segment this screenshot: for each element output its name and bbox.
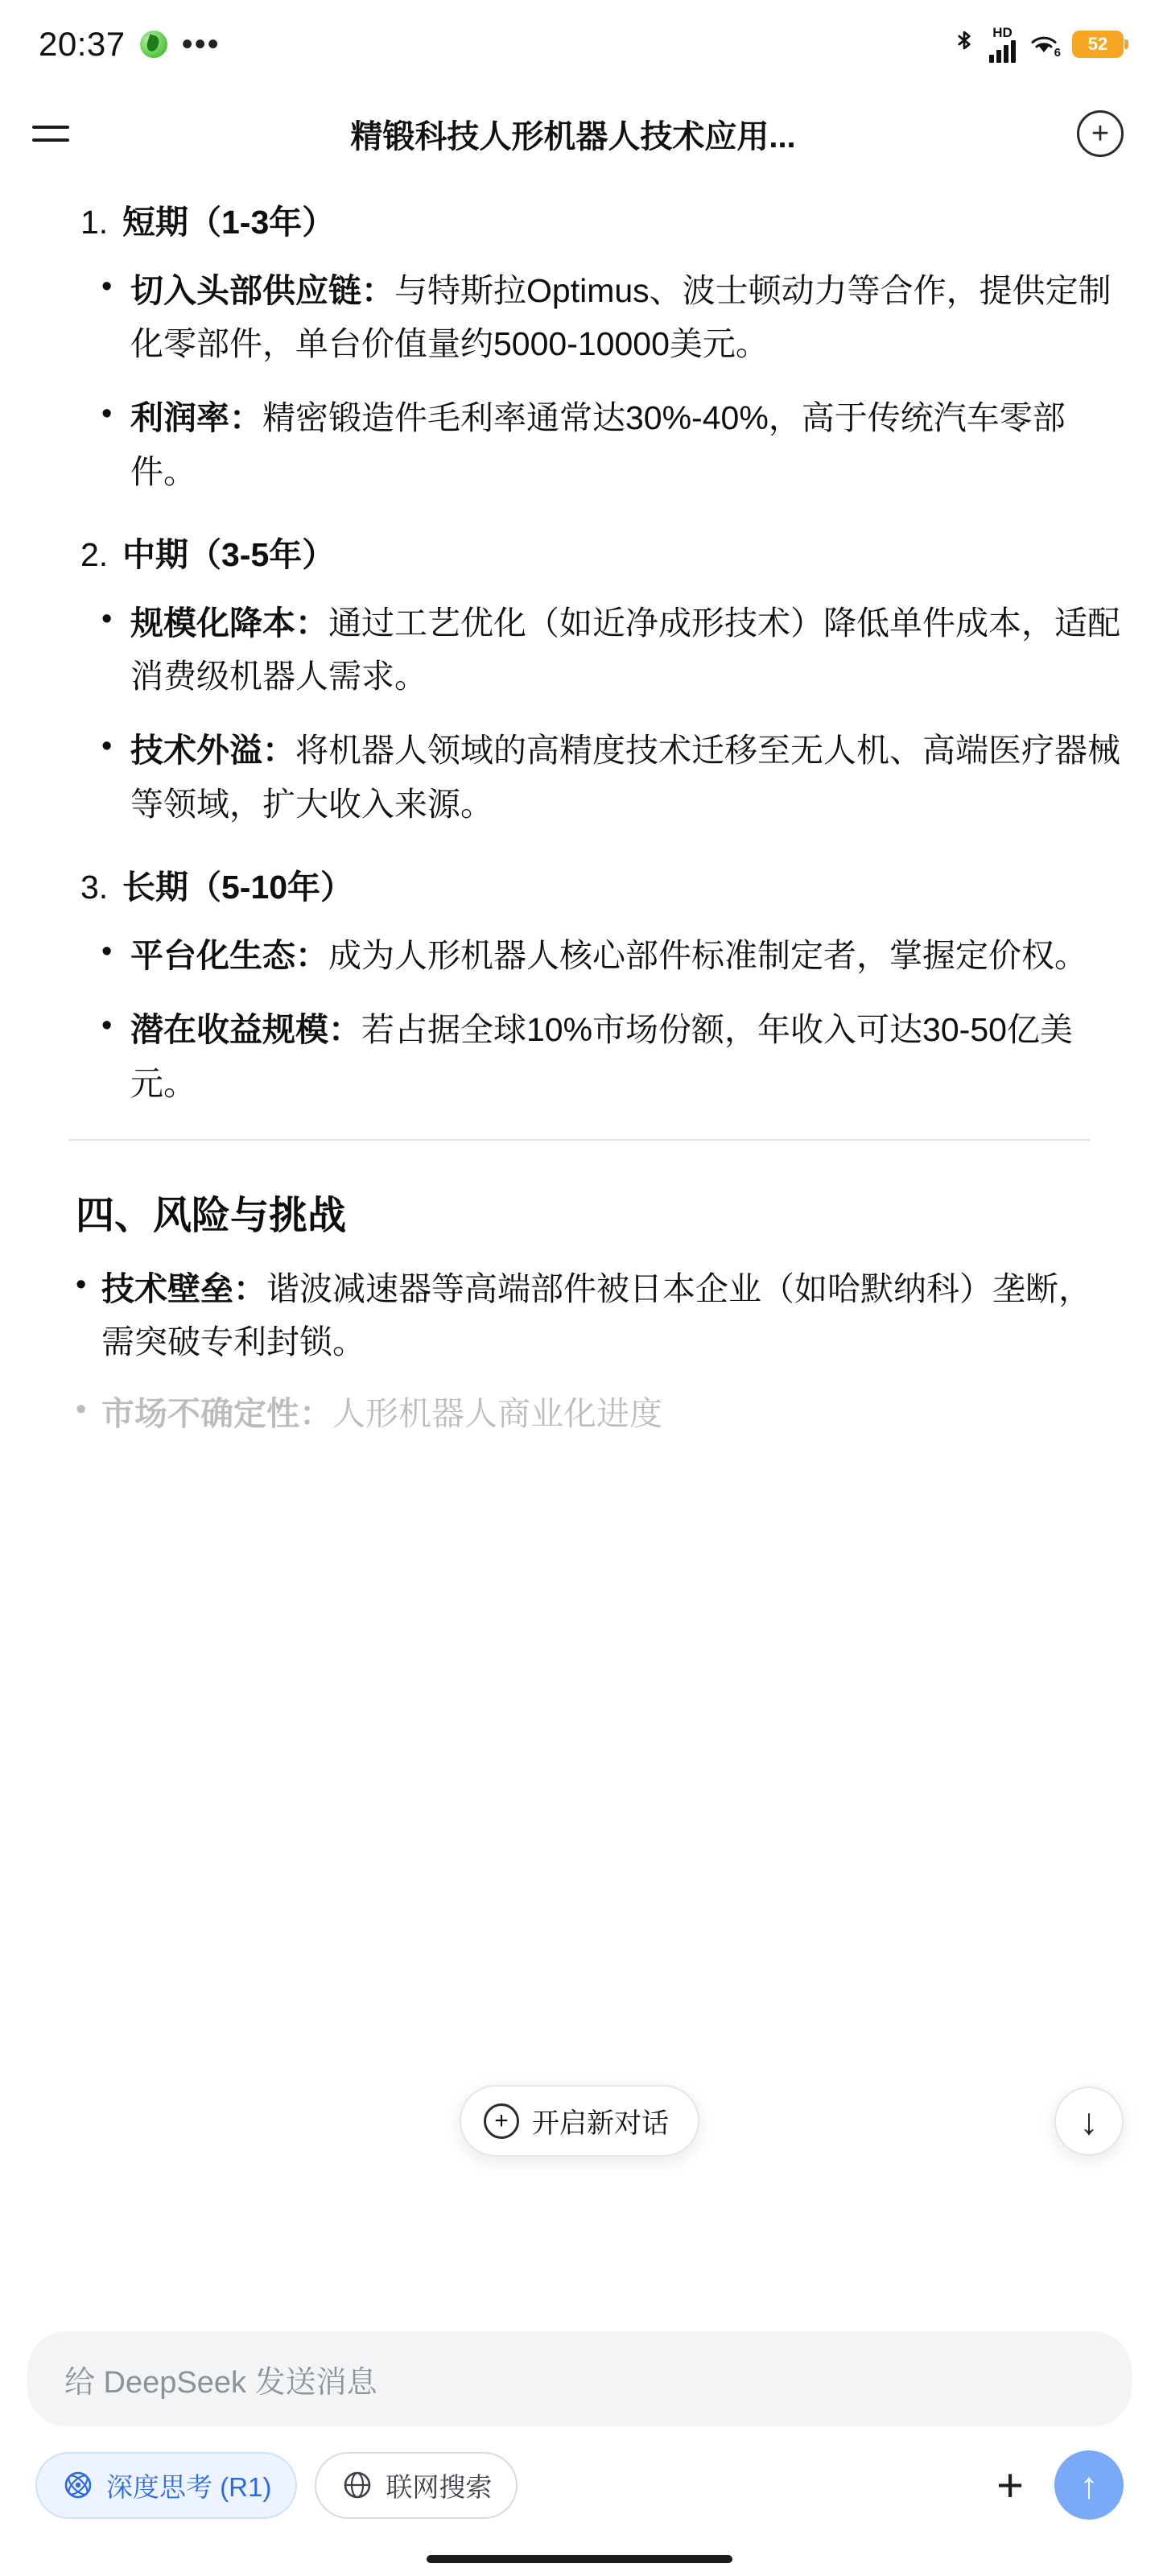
status-bar-left xyxy=(39,25,221,64)
leaf-app-icon xyxy=(140,31,167,58)
deep-think-label: 深度思考 (R1) xyxy=(106,2471,272,2502)
bullet-label: 技术壁垒： xyxy=(101,1269,266,1307)
list-item xyxy=(95,597,1125,704)
bullet-text: 人形机器人商业化进度 xyxy=(332,1394,662,1432)
list-number: 1. xyxy=(80,204,109,241)
battery-indicator: 52 xyxy=(1072,31,1124,58)
bullet-label: 规模化降本： xyxy=(130,604,328,642)
bullet-list xyxy=(34,264,1125,499)
list-number: 3. xyxy=(80,869,109,906)
scroll-to-bottom-button[interactable] xyxy=(1054,2087,1124,2156)
numbered-heading xyxy=(34,519,1125,587)
list-item xyxy=(34,519,1125,831)
risk-bullet-list xyxy=(34,1248,1125,1440)
numbered-heading xyxy=(34,852,1125,919)
plus-circle-icon: + xyxy=(484,2103,519,2139)
bullet-label: 潜在收益规模： xyxy=(130,1011,361,1049)
list-item xyxy=(95,929,1125,982)
arrow-up-icon: ↑ xyxy=(1079,2464,1099,2506)
new-chat-plus-icon[interactable]: + xyxy=(1077,110,1124,157)
home-indicator xyxy=(27,2541,1132,2576)
arrow-down-icon: ↓ xyxy=(1079,2099,1099,2142)
bullet-label: 切入头部供应链： xyxy=(130,271,394,309)
bullet-text: 成为人形机器人核心部件标准制定者，掌握定价权。 xyxy=(328,936,1087,974)
hd-indicator: HD xyxy=(989,26,1016,63)
section-heading: 四、风险与挑战 xyxy=(76,1194,347,1237)
app-header xyxy=(0,89,1159,179)
list-item xyxy=(34,187,1125,498)
list-item xyxy=(95,391,1125,498)
list-heading-text: 长期（5-10年） xyxy=(122,869,354,906)
wifi-icon: 6 xyxy=(1029,32,1059,56)
bluetooth-icon xyxy=(952,29,976,60)
signal-bars-icon xyxy=(989,40,1016,63)
bullet-text: 精密锻造件毛利率通常达30%-40%，高于传统汽车零部件。 xyxy=(130,399,1066,490)
message-input-placeholder: 给 DeepSeek 发送消息 xyxy=(64,2365,377,2400)
list-item xyxy=(95,1003,1125,1110)
list-number: 2. xyxy=(80,536,109,574)
bullet-list xyxy=(34,929,1125,1110)
new-conversation-label: 开启新对话 xyxy=(532,2108,669,2139)
page-title: 精锻科技人形机器人技术应用... xyxy=(350,118,796,155)
status-bar xyxy=(0,0,1159,89)
bullet-text: 若占据全球10%市场份额，年收入可达30-50亿美元。 xyxy=(130,1011,1073,1102)
more-dots-icon: ••• xyxy=(181,27,221,62)
bullet-text: 谐波减速器等高端部件被日本企业（如哈默纳科）垄断，需突破专利封锁。 xyxy=(101,1269,1091,1361)
bullet-label: 技术外溢： xyxy=(130,732,295,770)
deep-think-toggle[interactable] xyxy=(35,2452,297,2519)
new-conversation-button[interactable] xyxy=(460,2085,699,2157)
composer-toolbar xyxy=(27,2426,1132,2541)
conversation-content xyxy=(0,179,1159,1440)
list-heading-text: 中期（3-5年） xyxy=(122,536,336,574)
bullet-text: 与特斯拉Optimus、波士顿动力等合作，提供定制化零部件，单台价值量约5000-10000美元。 xyxy=(130,271,1112,362)
bullet-label: 平台化生态： xyxy=(130,936,328,974)
status-bar-right xyxy=(952,26,1124,63)
send-button[interactable] xyxy=(1054,2450,1124,2520)
hamburger-menu-icon[interactable] xyxy=(32,111,77,156)
bullet-list xyxy=(34,597,1125,832)
list-item xyxy=(95,724,1125,831)
list-item xyxy=(95,264,1125,371)
web-search-toggle[interactable] xyxy=(315,2452,518,2519)
web-search-label: 联网搜索 xyxy=(386,2471,493,2502)
list-item xyxy=(34,852,1125,1110)
status-time: 20:37 xyxy=(39,25,126,63)
bullet-text: 将机器人领域的高精度技术迁移至无人机、高端医疗器械等领域，扩大收入来源。 xyxy=(130,732,1120,823)
floating-action-row xyxy=(0,2085,1159,2157)
globe-icon xyxy=(340,2468,374,2502)
bullet-text: 通过工艺优化（如近净成形技术）降低单件成本，适配消费级机器人需求。 xyxy=(130,604,1120,696)
bullet-label: 利润率： xyxy=(130,399,262,437)
deepthink-icon xyxy=(61,2468,95,2502)
message-input[interactable] xyxy=(27,2331,1132,2426)
list-item xyxy=(76,1387,1091,1440)
message-composer xyxy=(0,2314,1159,2576)
list-item xyxy=(76,1262,1091,1369)
bullet-label: 市场不确定性： xyxy=(101,1394,332,1432)
attach-plus-icon[interactable]: + xyxy=(996,2458,1024,2512)
numbered-heading xyxy=(34,187,1125,254)
list-heading-text: 短期（1-3年） xyxy=(122,204,336,241)
